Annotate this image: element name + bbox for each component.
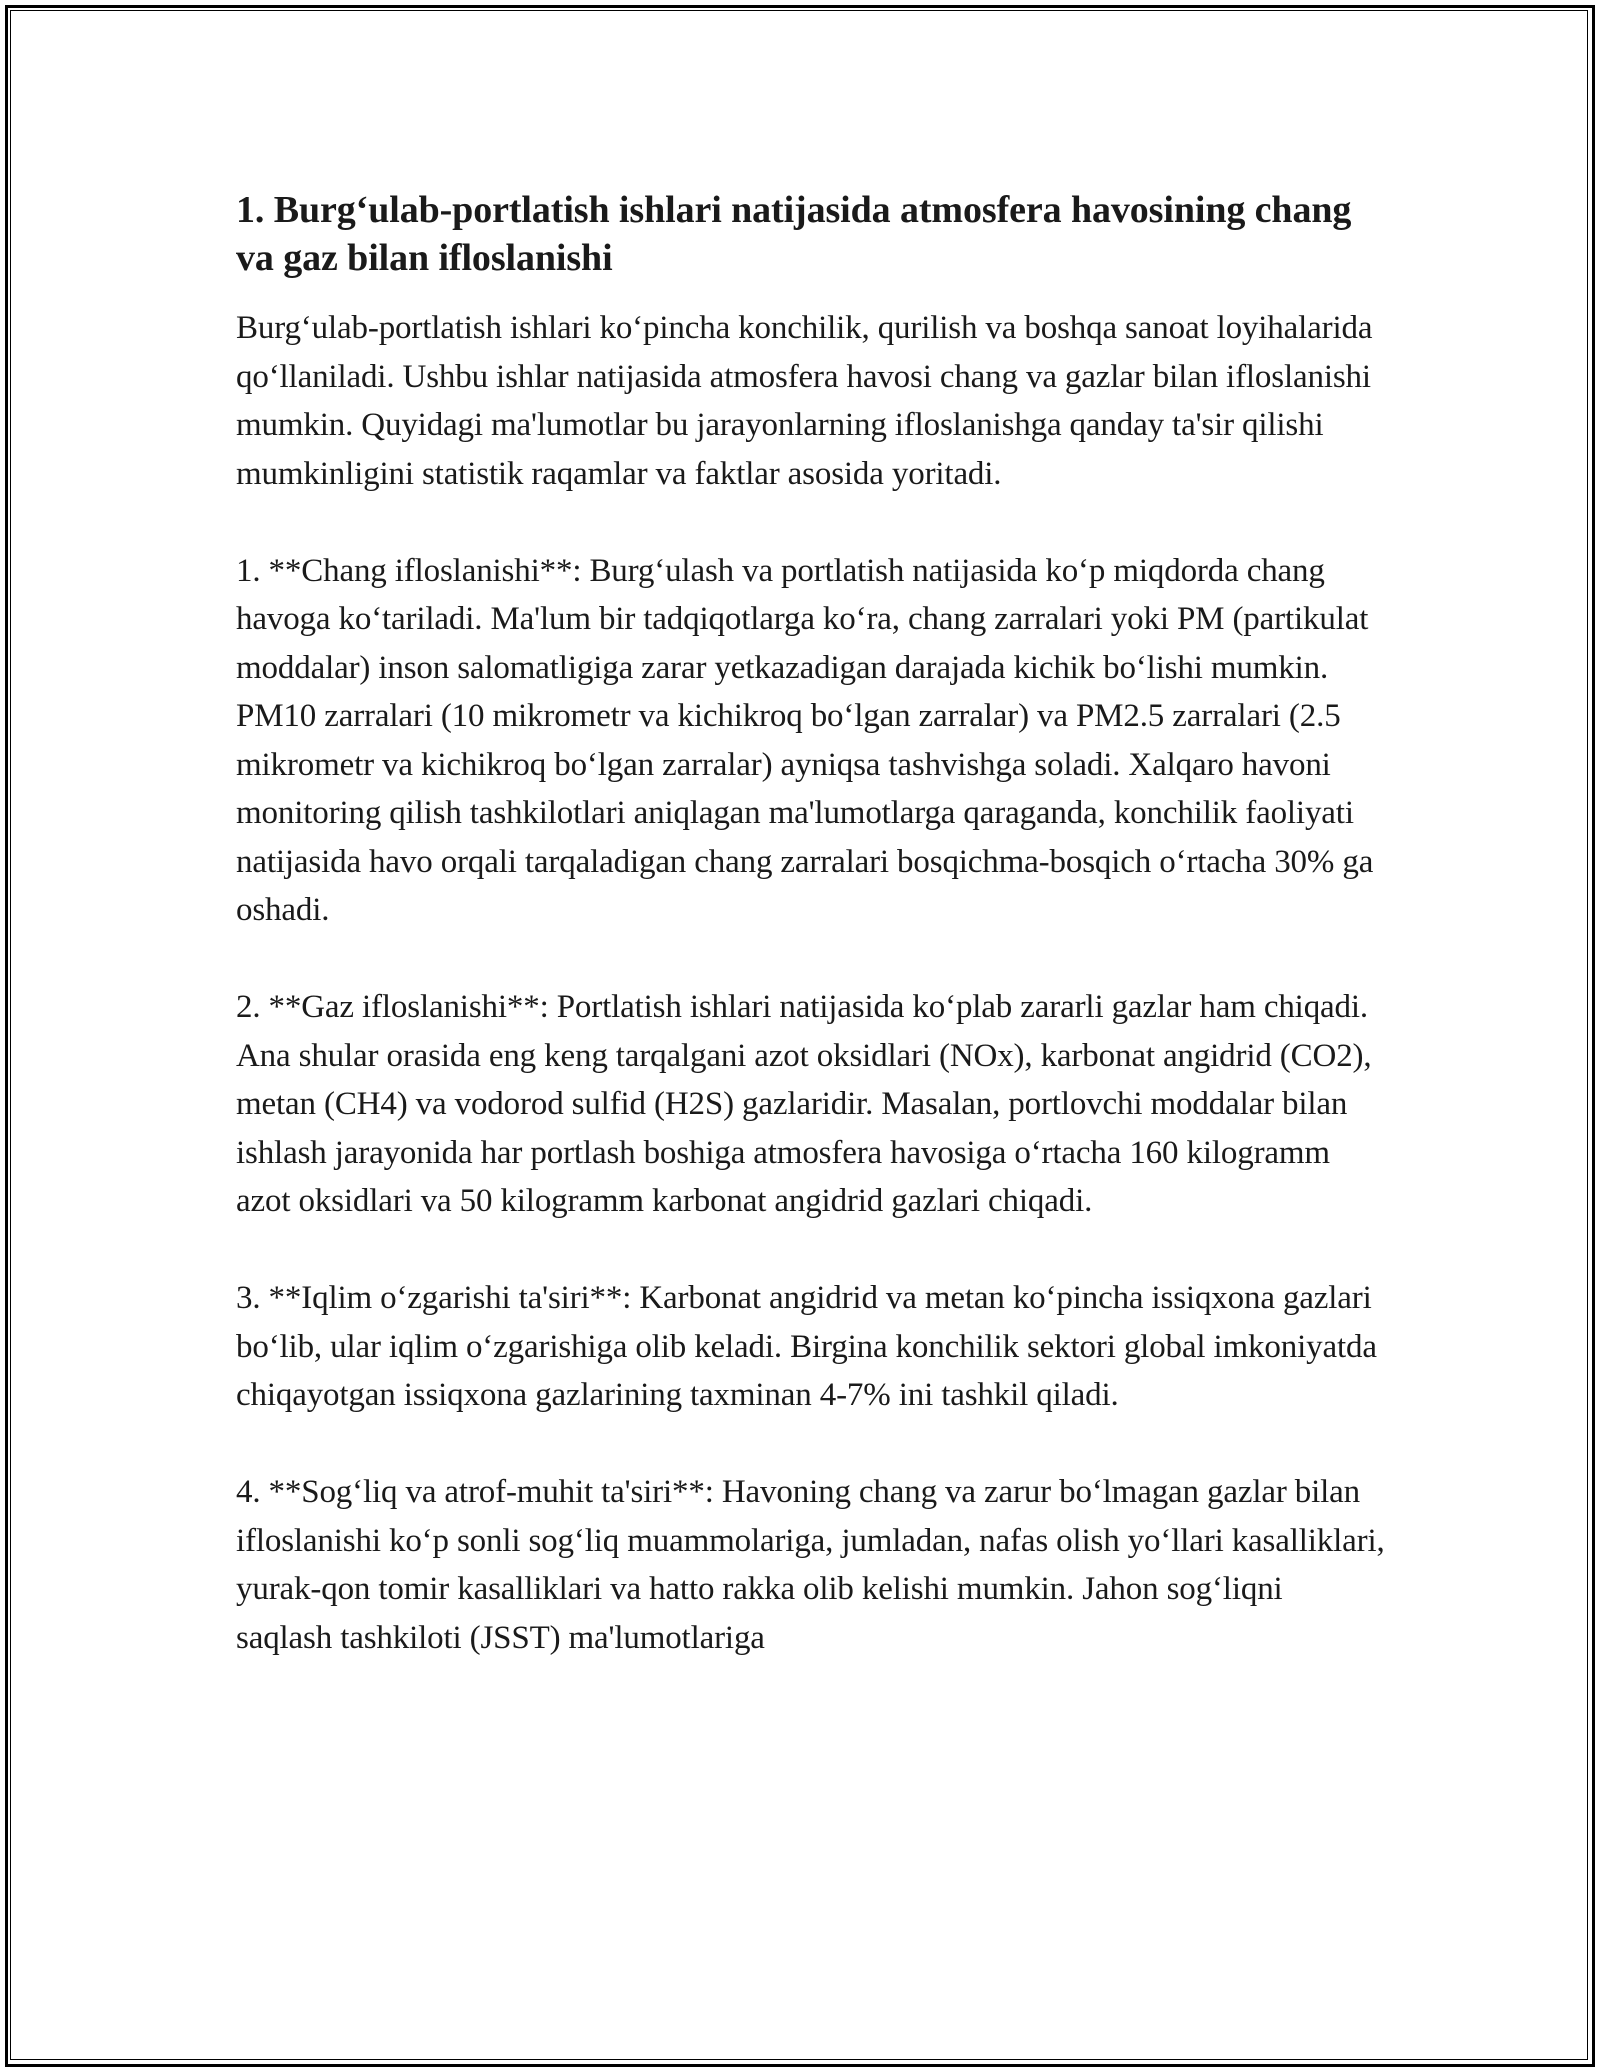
paragraph-health-impact: 4. **Sog‘liq va atrof-muhit ta'siri**: Havoning chang va zarur bo‘lmagan gazlar bilan ifloslanishi ko‘p sonli sog‘liq muammolariga, jumladan, nafas olish yo‘llari kasalliklari, yurak-qon tomir kasalliklari va hatto rakka olib kelishi mumkin. Jahon sog‘liqni saqlash tashkiloti (JSST) ma'lumotlariga (236, 1474, 1385, 1656)
paragraph-climate-impact: 3. **Iqlim o‘zgarishi ta'siri**: Karbonat angidrid va metan ko‘pincha issiqxona gazlari bo‘lib, ular iqlim o‘zgarishiga olib keladi. Birgina konchilik sektori global imkoniyatda chiqayotgan issiqxona gazlarining taxminan 4-7% ini tashkil qiladi. (236, 1280, 1377, 1413)
paragraph-intro: Burg‘ulab-portlatish ishlari ko‘pincha konchilik, qurilish va boshqa sanoat loyihalarida qo‘llaniladi. Ushbu ishlar natijasida atmosfera havosi chang va gazlar bilan ifloslanishi mumkin. Quyidagi ma'lumotlar bu jarayonlarning ifloslanishga qanday ta'sir qilishi mumkinligini statistik raqamlar va faktlar asosida yoritadi. (236, 310, 1373, 492)
document-body (236, 186, 1386, 1711)
paragraph-dust-pollution: 1. **Chang ifloslanishi**: Burg‘ulash va portlatish natijasida ko‘p miqdorda chang havoga ko‘tariladi. Ma'lum bir tadqiqotlarga ko‘ra, chang zarralari yoki PM (partikulat moddalar) inson salomatligiga zarar yetkazadigan darajada kichik bo‘lishi mumkin. PM10 zarralari (10 mikrometr va kichikroq bo‘lgan zarralar) va PM2.5 zarralari (2.5 mikrometr va kichikroq bo‘lgan zarralar) ayniqsa tashvishga soladi. Xalqaro havoni monitoring qilish tashkilotlari aniqlagan ma'lumotlarga qaraganda, konchilik faoliyati natijasida havo orqali tarqaladigan chang zarralari bosqichma-bosqich o‘rtacha 30% ga oshadi. (236, 552, 1374, 928)
document-title: 1. Burg‘ulab-portlatish ishlari natijasida atmosfera havosining chang va gaz bilan ifloslanishi (236, 189, 1352, 279)
paragraph-gas-pollution: 2. **Gaz ifloslanishi**: Portlatish ishlari natijasida ko‘plab zararli gazlar ham chiqadi. Ana shular orasida eng keng tarqalgani azot oksidlari (NOx), karbonat angidrid (CO2), metan (CH4) va vodorod sulfid (H2S) gazlaridir. Masalan, portlovchi moddalar bilan ishlash jarayonida har portlash boshiga atmosfera havosiga o‘rtacha 160 kilogramm azot oksidlari va 50 kilogramm karbonat angidrid gazlari chiqadi. (236, 989, 1372, 1219)
